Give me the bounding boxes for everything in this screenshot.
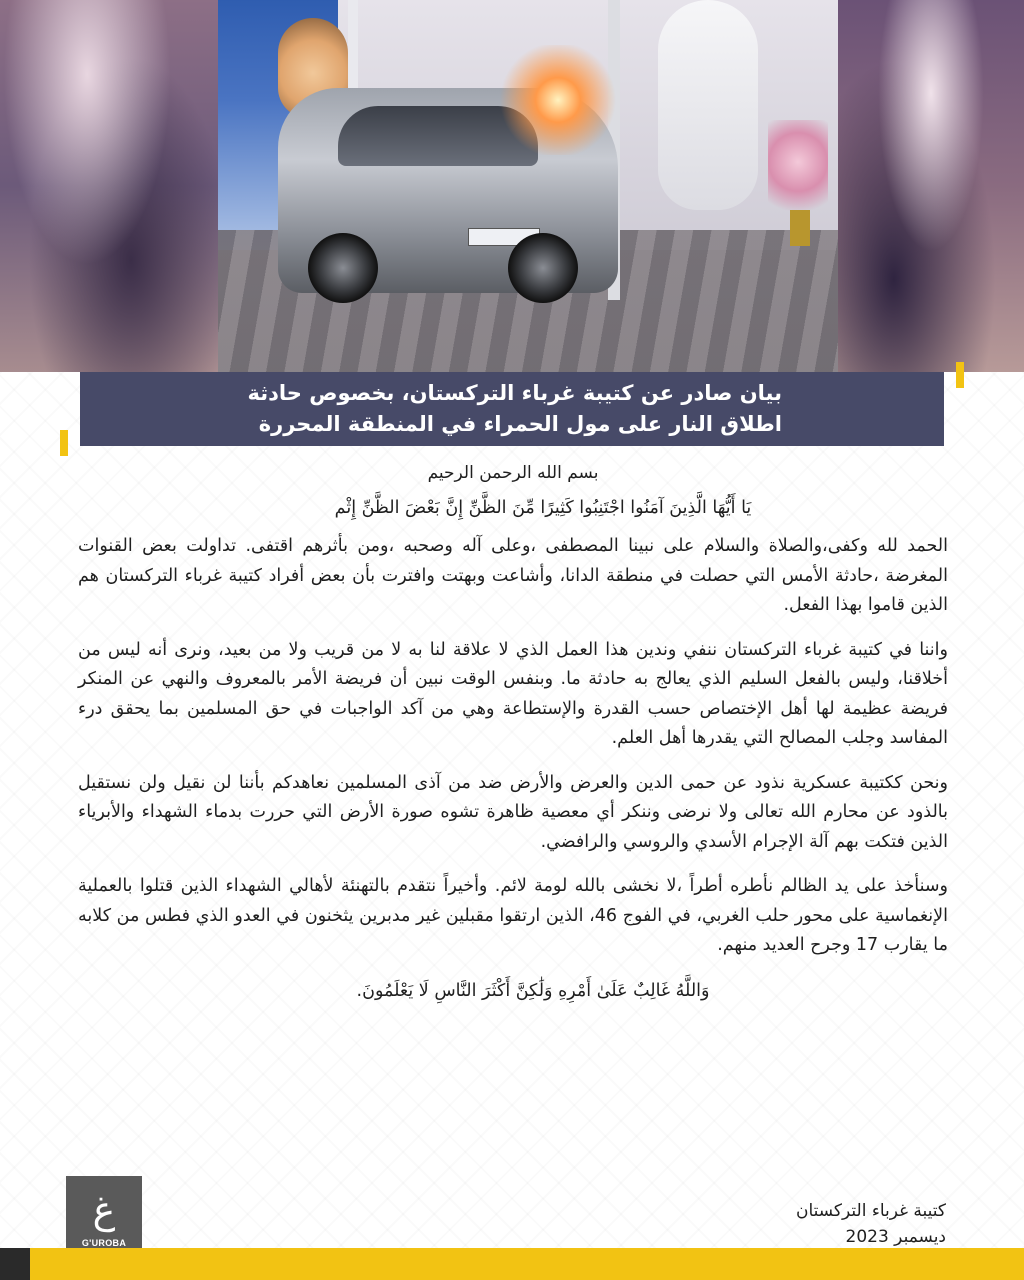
signature-date: ديسمبر 2023 bbox=[845, 1227, 946, 1247]
quran-verse-top: يَا أَيُّهَا الَّذِينَ آمَنُوا اجْتَنِبُوا كَثِيرًا مِّنَ الظَّنِّ إِنَّ بَعْضَ الظَّنِّ إِثْم bbox=[334, 498, 752, 518]
accent-bar bbox=[956, 362, 964, 388]
white-statue bbox=[658, 0, 758, 210]
blurred-side-panel-left bbox=[0, 0, 218, 372]
accent-bar bbox=[60, 430, 68, 456]
blurred-side-panel-right bbox=[838, 0, 1024, 372]
statement-body bbox=[78, 458, 948, 1006]
paragraph: وسنأخذ على يد الظالم نأطره أطراً ،لا نخشى بالله لومة لائم. وأخيراً نتقدم بالتهنئة لأهالي الشهداء الذين قتلوا بالعملية الإنغماسية على محور حلب الغربي، في الفوج 46، الذين ارتقوا مقبلين غير مدبرين يثخنون في العدو الذي فطس من كلابه ما يقارب 17 وجرح العديد منهم. bbox=[78, 876, 949, 955]
header-image-band bbox=[0, 0, 1024, 372]
paragraph: واننا في كتيبة غرباء التركستان ننفي وندين هذا العمل الذي لا علاقة لنا به لا من قريب ولا من بعيد، ونرى أنه ليس من أخلاقنا، وليس بالفعل السليم الذي يعالج به حادثة ما. وبنفس الوقت نبين أن فريضة الأمر بالمعروف والنهي عن المنكر فريضة عظيمة لها أهل الإختصاص حسب القدرة والإستطاعة وهي من آكد الواجبات في حق المسلمين بما يحقق درء المفاسد وجلب المصالح التي يقدرها أهل العلم. bbox=[78, 639, 948, 748]
basmala: بسم الله الرحمن الرحيم bbox=[427, 463, 599, 483]
signature-block bbox=[796, 1198, 946, 1250]
title-line-2: اطلاق النار على مول الحمراء في المنطقة المحررة bbox=[258, 412, 782, 436]
paragraph: الحمد لله وكفى،والصلاة والسلام على نبينا المصطفى ،وعلى آله وصحبه ،ومن بأثرهم اقتفى. تداولت بعض القنوات المغرضة ،حادثة الأمس التي حصلت في منطقة الدانا، وأشاعت وبهتت وافترت بأن بعض أفراد كتيبة غرباء التركستان هم الذين قاموا بهذا الفعل. bbox=[78, 536, 948, 615]
incident-photo bbox=[218, 0, 838, 372]
footer-bar bbox=[0, 1248, 1024, 1280]
title-line-1: بيان صادر عن كتيبة غرباء التركستان، بخصوص حادثة bbox=[247, 381, 782, 405]
logo-caption: G'UROBA bbox=[81, 1238, 127, 1248]
title-banner bbox=[80, 372, 944, 446]
paragraph: ونحن ككتيبة عسكرية نذود عن حمى الدين والعرض والأرض ضد من آذى المسلمين نعاهدكم بأننا لن نقيل ولن نستقيل بالذود عن محارم الله تعالى ولا نرضى وننكر أي معصية ظاهرة تشوه صورة الأرض التي حررت بدماء الشهداء والأبرياء الذين فتكت بهم آلة الإجرام الأسدي والروسي والرافضي. bbox=[78, 772, 948, 852]
sparks bbox=[488, 45, 628, 155]
signature-org: كتيبة غرباء التركستان bbox=[795, 1201, 946, 1221]
quran-verse-bottom: وَاللَّهُ غَالِبٌ عَلَىٰ أَمْرِهِ وَلَٰكِنَّ أَكْثَرَ النَّاسِ لَا يَعْلَمُونَ. bbox=[356, 980, 710, 1001]
logo-icon: غ bbox=[92, 1188, 116, 1232]
